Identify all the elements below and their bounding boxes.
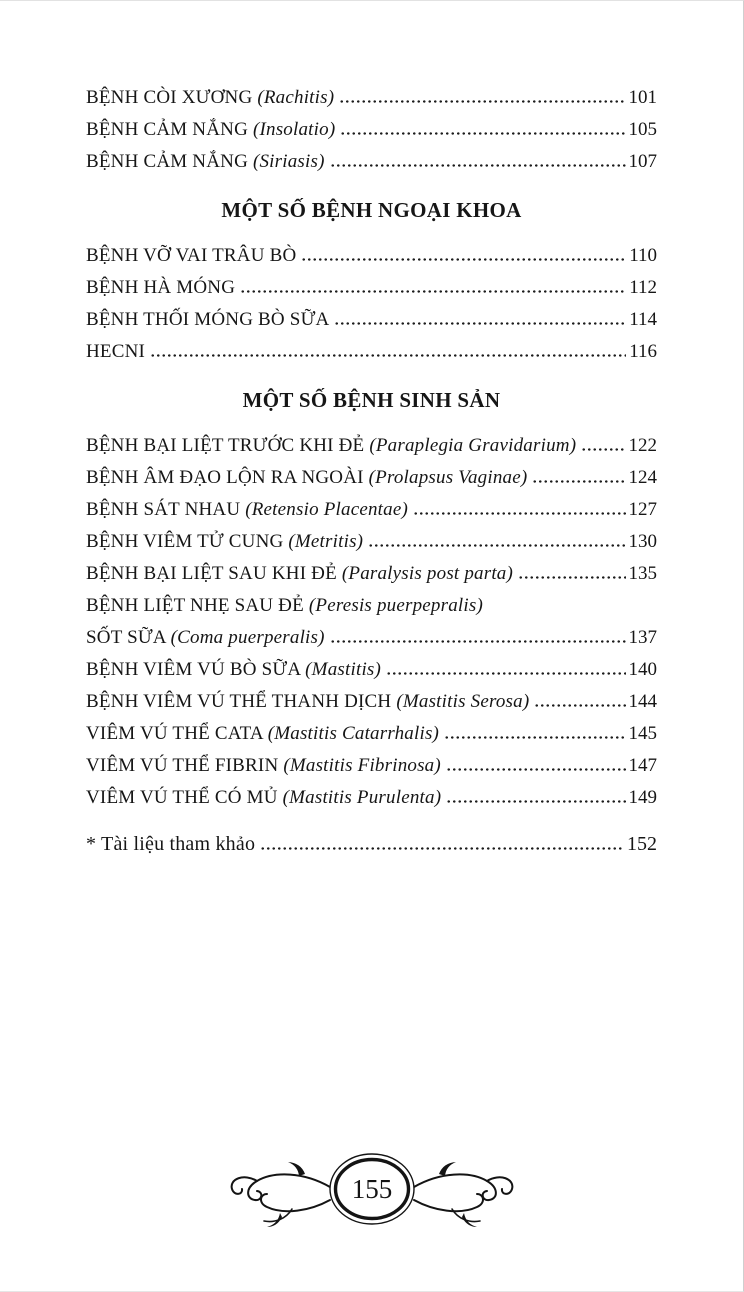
entry-latin-name: (Paralysis post parta): [341, 563, 514, 584]
reference-title: * Tài liệu tham khảo: [86, 833, 256, 855]
entry-title: BỆNH VỠ VAI TRÂU BÒ: [86, 245, 297, 266]
toc-entry: [86, 119, 657, 140]
entry-latin-name: (Paraplegia Gravidarium): [369, 435, 577, 456]
entry-title: VIÊM VÚ THỂ CATA (Mastitis Catarrhalis): [86, 723, 440, 744]
toc-entry: [86, 341, 657, 362]
entry-latin-name: (Peresis puerpepralis): [308, 595, 483, 616]
entry-latin-name: (Prolapsus Vaginae): [368, 467, 528, 488]
dot-leader: [518, 575, 625, 580]
entry-page-number: 145: [628, 723, 657, 744]
dot-leader: [368, 543, 625, 548]
toc-entry: [86, 659, 657, 680]
entry-page-number: 107: [628, 151, 657, 172]
entry-page-number: 124: [628, 467, 657, 488]
dot-leader: [532, 479, 625, 484]
toc-entry: [86, 87, 657, 108]
section-heading: MỘT SỐ BỆNH SINH SẢN: [242, 388, 501, 412]
entry-title: VIÊM VÚ THỂ FIBRIN (Mastitis Fibrinosa): [86, 755, 441, 776]
entry-page-number: 140: [628, 659, 657, 680]
entry-title: BỆNH CẢM NẮNG (Siriasis): [86, 151, 325, 172]
table-of-contents: [0, 1, 743, 855]
reference-entry: [86, 834, 657, 855]
entry-latin-name: (Mastitis Catarrhalis): [267, 723, 440, 744]
entry-page-number: 149: [628, 787, 657, 808]
dot-leader: [339, 99, 625, 104]
dot-leader: [534, 703, 625, 708]
toc-entry: [86, 435, 657, 456]
dot-leader: [413, 511, 625, 516]
toc-entry: [86, 467, 657, 488]
entry-latin-name: (Coma puerperalis): [170, 627, 325, 648]
entry-title: BỆNH CÒI XƯƠNG (Rachitis): [86, 87, 335, 108]
entry-title: BỆNH BẠI LIỆT SAU KHI ĐẺ (Paralysis post parta): [86, 563, 514, 584]
entry-title: BỆNH SÁT NHAU (Retensio Placentae): [86, 499, 409, 520]
entry-title: BỆNH HÀ MÓNG: [86, 277, 236, 298]
toc-entry: [86, 691, 657, 712]
entry-title: SỐT SỮA (Coma puerperalis): [86, 627, 325, 648]
entry-page-number: 122: [628, 435, 657, 456]
toc-entry: [86, 151, 657, 172]
section-heading: MỘT SỐ BỆNH NGOẠI KHOA: [221, 198, 522, 222]
dot-leader: [446, 799, 625, 804]
toc-entry: [86, 723, 657, 744]
ornament-flourish-graphic: [212, 1143, 532, 1247]
toc-entry: [86, 531, 657, 552]
dot-leader: [581, 447, 625, 452]
entry-latin-name: (Rachitis): [257, 87, 335, 108]
entry-latin-name: (Mastitis Serosa): [396, 691, 530, 712]
page-number-ornament: [0, 1143, 743, 1247]
toc-entry: [86, 755, 657, 776]
entry-title: BỆNH VIÊM VÚ THỂ THANH DỊCH (Mastitis Serosa): [86, 691, 530, 712]
dot-leader: [340, 131, 625, 136]
dot-leader: [386, 671, 625, 676]
toc-entry: [86, 627, 657, 648]
entry-title: BỆNH VIÊM TỬ CUNG (Metritis): [86, 531, 364, 552]
toc-entry: [86, 309, 657, 330]
toc-entry: [86, 595, 657, 616]
entry-latin-name: (Retensio Placentae): [245, 499, 409, 520]
entry-page-number: 112: [629, 277, 657, 298]
dot-leader: [330, 163, 626, 168]
entry-page-number: 105: [628, 119, 657, 140]
entry-title: VIÊM VÚ THỂ CÓ MỦ (Mastitis Purulenta): [86, 787, 442, 808]
entry-title: HECNI: [86, 341, 146, 362]
dot-leader: [330, 639, 626, 644]
dot-leader: [240, 289, 626, 294]
entry-latin-name: (Mastitis Purulenta): [282, 787, 442, 808]
entry-latin-name: (Insolatio): [252, 119, 336, 140]
dot-leader: [260, 846, 624, 851]
entry-title: BỆNH ÂM ĐẠO LỘN RA NGOÀI (Prolapsus Vaginae): [86, 467, 528, 488]
toc-entry: [86, 499, 657, 520]
entry-page-number: 135: [628, 563, 657, 584]
entry-page-number: 147: [628, 755, 657, 776]
dot-leader: [301, 257, 626, 262]
entry-latin-name: (Mastitis): [305, 659, 382, 680]
toc-entry: [86, 787, 657, 808]
entry-title: BỆNH THỐI MÓNG BÒ SỮA: [86, 309, 330, 330]
entry-page-number: 101: [628, 87, 657, 108]
dot-leader: [446, 767, 626, 772]
entry-latin-name: (Mastitis Fibrinosa): [283, 755, 441, 776]
entry-title: BỆNH BẠI LIỆT TRƯỚC KHI ĐẺ (Paraplegia Gravidarium): [86, 435, 577, 456]
entry-title: BỆNH VIÊM VÚ BÒ SỮA (Mastitis): [86, 659, 382, 680]
entry-title: BỆNH CẢM NẮNG (Insolatio): [86, 119, 336, 140]
toc-sections: [86, 87, 657, 808]
entry-page-number: 110: [629, 245, 657, 266]
toc-entry: [86, 563, 657, 584]
dot-leader: [334, 321, 626, 326]
dot-leader: [150, 353, 626, 358]
toc-entry: [86, 245, 657, 266]
entry-page-number: 137: [628, 627, 657, 648]
page-number: 155: [351, 1174, 392, 1204]
entry-latin-name: (Siriasis): [252, 151, 325, 172]
entry-page-number: 116: [629, 341, 657, 362]
entry-page-number: 130: [628, 531, 657, 552]
entry-page-number: 127: [628, 499, 657, 520]
entry-latin-name: (Metritis): [288, 531, 364, 552]
dot-leader: [444, 735, 625, 740]
entry-page-number: 114: [629, 309, 657, 330]
reference-page-number: 152: [627, 833, 657, 855]
entry-page-number: 144: [628, 691, 657, 712]
entry-title: BỆNH LIỆT NHẸ SAU ĐẺ (Peresis puerpepralis): [86, 595, 483, 616]
toc-entry: [86, 277, 657, 298]
